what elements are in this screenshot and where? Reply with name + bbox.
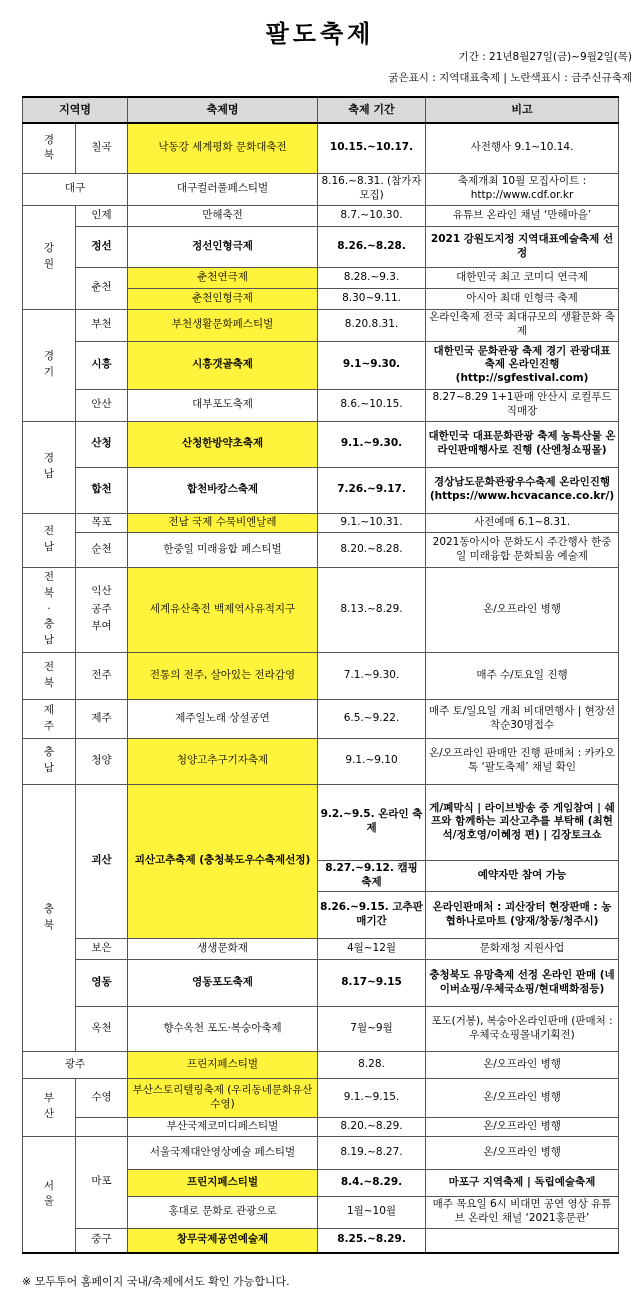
festival-note: 포도(거봉), 복숭아온라인판매 (판매처 : 우체국쇼핑몰내기획전) [426, 1006, 619, 1051]
festival-name: 청양고추구기자축제 [128, 738, 318, 784]
festival-note: 2021 강원도지정 지역대표예술축제 선정 [426, 226, 619, 267]
festival-name: 생생문화재 [128, 938, 318, 959]
festival-note: 대한민국 대표문화관광 축제 농특산물 온라인판매행사로 진행 (산엔청쇼핑몰) [426, 421, 619, 467]
city-cell: 춘천 [76, 267, 128, 309]
festival-period: 8.4.~8.29. [318, 1169, 426, 1196]
table-row [23, 173, 619, 205]
festival-name: 영동포도축제 [128, 959, 318, 1006]
region-cell: 전 북 · 충 남 [23, 567, 76, 652]
region-cell: 충 북 [23, 784, 76, 1051]
festival-name: 대구컬러풀페스티벌 [128, 173, 318, 205]
festival-period: 1월~10월 [318, 1196, 426, 1228]
festival-period: 8.20.8.31. [318, 309, 426, 341]
table-row [23, 1117, 619, 1136]
festival-note: 유튜브 온라인 채널 ‘만해마을’ [426, 205, 619, 226]
city-cell: 시흥 [76, 341, 128, 389]
city-cell: 제주 [76, 699, 128, 738]
festival-name: 부산스토리텔링축제 (우리동네문화유산수영) [128, 1078, 318, 1117]
festival-note: 축제개최 10월 모집사이트 : http://www.cdf.or.kr [426, 173, 619, 205]
region-cell: 전 남 [23, 513, 76, 567]
festival-name: 정선인형극제 [128, 226, 318, 267]
festival-period: 8.20.~8.29. [318, 1117, 426, 1136]
city-cell: 익산 공주 부여 [76, 567, 128, 652]
city-cell: 중구 [76, 1228, 128, 1253]
table-row [23, 421, 619, 467]
festival-period: 7.1.~9.30. [318, 652, 426, 699]
legend-line: 굵은표시 : 지역대표축제 | 노란색표시 : 금주신규축제 [388, 72, 632, 84]
festival-period: 8.16.~8.31. (참가자모집) [318, 173, 426, 205]
city-cell: 정선 [76, 226, 128, 267]
city-cell: 수영 [76, 1078, 128, 1117]
city-cell: 산청 [76, 421, 128, 467]
festival-note: 대한민국 문화관광 축제 경기 관광대표 축제 온라인진행(http://sgfestival.com) [426, 341, 619, 389]
festival-period: 8.30~9.11. [318, 288, 426, 309]
region-cell: 충 남 [23, 738, 76, 784]
festival-note: 경상남도문화관광우수축제 온라인진행 (https://www.hcvacance.co.kr/) [426, 467, 619, 513]
city-cell: 합천 [76, 467, 128, 513]
table-row [23, 1136, 619, 1169]
region-cell: 경 기 [23, 309, 76, 421]
festival-note: 온/오프라인 병행 [426, 567, 619, 652]
festival-period: 8.6.~10.15. [318, 389, 426, 421]
festival-name: 서울국제대안영상예술 페스티벌 [128, 1136, 318, 1169]
festival-period: 8.26.~9.15. 고추판매기간 [318, 891, 426, 938]
city-cell: 칠곡 [76, 123, 128, 173]
festival-name: 창무국제공연예술제 [128, 1228, 318, 1253]
table-row [23, 652, 619, 699]
festival-note: 사전예매 6.1~8.31. [426, 513, 619, 532]
region-cell: 부 산 [23, 1078, 76, 1136]
festival-name: 한중일 미래융합 페스티벌 [128, 532, 318, 567]
region-cell: 서 울 [23, 1136, 76, 1253]
city-cell: 마포 [76, 1136, 128, 1228]
header-note: 비고 [426, 97, 619, 123]
city-cell: 청양 [76, 738, 128, 784]
table-row [23, 959, 619, 1006]
table-row [23, 738, 619, 784]
festival-period: 7월~9월 [318, 1006, 426, 1051]
festival-name: 산청한방약초축제 [128, 421, 318, 467]
region-cell: 대구 [23, 173, 128, 205]
header-region: 지역명 [23, 97, 128, 123]
festival-note: 8.27~8.29 1+1판매 안산시 로컬푸드 직매장 [426, 389, 619, 421]
festival-note: 2021동아시아 문화도시 주간행사 한중일 미래융합 문화퇴움 예술제 [426, 532, 619, 567]
table-row [23, 532, 619, 567]
page-title: 팔도축제 [265, 20, 375, 48]
festival-name: 시흥갯골축제 [128, 341, 318, 389]
festival-name: 낙동강 세계평화 문화대축전 [128, 123, 318, 173]
festival-note: 문화재청 지원사업 [426, 938, 619, 959]
table-row [23, 226, 619, 267]
festival-note: 매주 목요일 6시 비대면 공연 영상 유튜브 온라인 채널 ‘2021홍문관’ [426, 1196, 619, 1228]
festival-period: 9.1.~9.15. [318, 1078, 426, 1117]
header-name: 축제명 [128, 97, 318, 123]
festival-name: 세계유산축전 백제역사유적지구 [128, 567, 318, 652]
festival-name: 전남 국제 수묵비엔날레 [128, 513, 318, 532]
festival-note: 온/오프라인 병행 [426, 1078, 619, 1117]
festival-period: 8.19.~8.27. [318, 1136, 426, 1169]
region-cell: 경 남 [23, 421, 76, 513]
table-row [23, 389, 619, 421]
festival-note: 온/오프라인 병행 [426, 1136, 619, 1169]
table-row [23, 567, 619, 652]
table-row [23, 699, 619, 738]
table-row [23, 341, 619, 389]
festival-note: 아시아 최대 인형극 축제 [426, 288, 619, 309]
festival-name: 프린지페스티벌 [128, 1051, 318, 1078]
festival-name: 괴산고추축제 (충청북도우수축제선정) [128, 784, 318, 938]
city-cell [76, 1117, 128, 1136]
footer-note: ※ 모두투어 홈페이지 국내/축제에서도 확인 가능합니다. [22, 1275, 290, 1288]
header-period: 축제 기간 [318, 97, 426, 123]
festival-name: 홍대로 문화로 관광으로 [128, 1196, 318, 1228]
period-line: 기간 : 21년8월27일(금)~9월2일(목) [458, 51, 632, 63]
city-cell: 보은 [76, 938, 128, 959]
festival-period: 9.1.~9.10 [318, 738, 426, 784]
table-row [23, 1228, 619, 1253]
festival-name: 합천바캉스축제 [128, 467, 318, 513]
festival-table [22, 96, 619, 1254]
festival-name: 대부포도축제 [128, 389, 318, 421]
city-cell: 영동 [76, 959, 128, 1006]
festival-period: 8.17~9.15 [318, 959, 426, 1006]
festival-period: 9.1~9.30. [318, 341, 426, 389]
region-cell: 제 주 [23, 699, 76, 738]
festival-note: 온라인축제 전국 최대규모의 생활문화 축제 [426, 309, 619, 341]
city-cell: 안산 [76, 389, 128, 421]
festival-note: 매주 수/토요일 진행 [426, 652, 619, 699]
city-cell: 목포 [76, 513, 128, 532]
festival-name: 만해축전 [128, 205, 318, 226]
festival-name: 향수옥천 포도·복숭아축제 [128, 1006, 318, 1051]
festival-period: 4월~12월 [318, 938, 426, 959]
festival-period: 8.28. [318, 1051, 426, 1078]
region-cell: 광주 [23, 1051, 128, 1078]
table-row [23, 123, 619, 173]
festival-name: 부천생활문화페스티벌 [128, 309, 318, 341]
table-row [23, 309, 619, 341]
table-row [23, 1006, 619, 1051]
festival-period: 7.26.~9.17. [318, 467, 426, 513]
table-row [23, 267, 619, 288]
festival-period: 8.26.~8.28. [318, 226, 426, 267]
city-cell: 부천 [76, 309, 128, 341]
festival-period: 10.15.~10.17. [318, 123, 426, 173]
festival-period: 6.5.~9.22. [318, 699, 426, 738]
festival-name: 부산국제코미디페스티벌 [128, 1117, 318, 1136]
region-cell: 경 북 [23, 123, 76, 173]
festival-name: 전통의 전주, 살아있는 전라감영 [128, 652, 318, 699]
table-row [23, 1051, 619, 1078]
city-cell: 순천 [76, 532, 128, 567]
festival-note: 게/폐막식 | 라이브방송 중 게임참여 | 쉐프와 함께하는 괴산고추를 부탁해 (최현석/정호영/이혜정 편) | 김장토크쇼 [426, 784, 619, 860]
festival-period: 8.20.~8.28. [318, 532, 426, 567]
festival-note: 예약자만 참여 가능 [426, 860, 619, 891]
festival-period: 8.7.~10.30. [318, 205, 426, 226]
region-cell: 전 북 [23, 652, 76, 699]
city-cell: 인제 [76, 205, 128, 226]
table-header-row [23, 97, 619, 123]
festival-note: 충청북도 유망축제 선정 온라인 판매 (네이버쇼핑/우체국쇼핑/현대백화점등) [426, 959, 619, 1006]
festival-note: 대한민국 최고 코미디 연극제 [426, 267, 619, 288]
festival-note [426, 1228, 619, 1253]
festival-note: 온/오프라인 병행 [426, 1051, 619, 1078]
festival-name: 춘천인형극제 [128, 288, 318, 309]
festival-name: 제주일노래 상설공연 [128, 699, 318, 738]
table-row [23, 938, 619, 959]
festival-period: 8.27.~9.12. 캠핑 축제 [318, 860, 426, 891]
city-cell: 괴산 [76, 784, 128, 938]
festival-name: 프린지페스티벌 [128, 1169, 318, 1196]
table-row [23, 513, 619, 532]
festival-period: 8.13.~8.29. [318, 567, 426, 652]
festival-note: 매주 토/일요일 개최 비대면행사 | 현장선착순30명접수 [426, 699, 619, 738]
city-cell: 전주 [76, 652, 128, 699]
festival-name: 춘천연극제 [128, 267, 318, 288]
table-row [23, 1078, 619, 1117]
festival-period: 9.1.~9.30. [318, 421, 426, 467]
festival-note: 온/오프라인 판매만 진행 판매처 : 카카오톡 ‘팔도축제’ 채널 확인 [426, 738, 619, 784]
festival-note: 마포구 지역축제 | 독립예술축제 [426, 1169, 619, 1196]
region-cell: 강 원 [23, 205, 76, 309]
city-cell: 옥천 [76, 1006, 128, 1051]
table-row [23, 467, 619, 513]
festival-period: 8.28.~9.3. [318, 267, 426, 288]
festival-note: 사전행사 9.1~10.14. [426, 123, 619, 173]
table-row [23, 784, 619, 860]
festival-note: 온/오프라인 병행 [426, 1117, 619, 1136]
table-row [23, 205, 619, 226]
festival-period: 9.1.~10.31. [318, 513, 426, 532]
festival-period: 9.2.~9.5. 온라인 축제 [318, 784, 426, 860]
festival-note: 온라인판매처 : 괴산장터 현장판매 : 농협하나로마트 (양재/창동/청주시) [426, 891, 619, 938]
festival-period: 8.25.~8.29. [318, 1228, 426, 1253]
